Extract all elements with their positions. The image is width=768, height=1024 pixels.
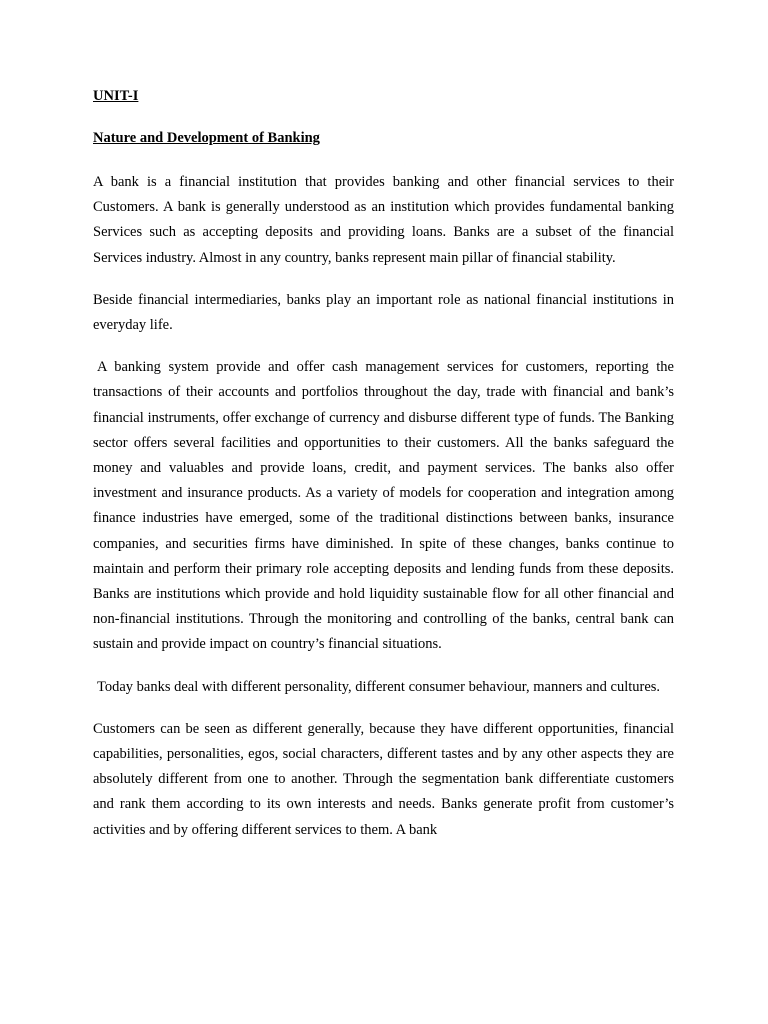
section-heading: Nature and Development of Banking xyxy=(93,130,320,146)
unit-heading: UNIT-I xyxy=(93,88,139,104)
paragraph-customers: Customers can be seen as different generally, because they have different opportunities, financial capabilities, personalities, egos, social characters, different tastes and by any other aspects they are absolutely different from one to another. Through the segmentation bank differentiate customers and rank them according to its own interests and needs. Banks generate profit from customer’s activities and by offering different services to them. A bank xyxy=(93,720,674,838)
paragraph-today-banks: Today banks deal with different personality, different consumer behaviour, manners and cultures. xyxy=(97,678,661,695)
paragraph-bank-definition: A bank is a financial institution that provides banking and other financial services to their Customers. A bank is generally understood as an institution which provides fundamental banking Services such as accepting deposits and providing loans. Banks are a subset of the financial Services industry. Almost in any country, banks represent main pillar of financial stability. xyxy=(93,174,674,266)
paragraph-intermediaries: Beside financial intermediaries, banks play an important role as national financial institutions in everyday life. xyxy=(93,291,674,334)
paragraph-banking-system: A banking system provide and offer cash management services for customers, reporting the transactions of their accounts and portfolios throughout the day, trade with financial and bank’s financial instruments, offer exchange of currency and disburse different type of funds. The Banking sector offers several facilities and opportunities to their customers. All the banks safeguard the money and valuables and provide loans, credit, and payment services. The banks also offer investment and insurance products. As a variety of models for cooperation and integration among finance industries have emerged, some of the traditional distinctions between banks, insurance companies, and securities firms have diminished. In spite of these changes, banks continue to maintain and perform their primary role accepting deposits and lending funds from these deposits. Banks are institutions which provide and hold liquidity sustainable flow for all other financial and non-financial institutions. Through the monitoring and controlling of the banks, central bank can sustain and provide impact on country’s financial situations. xyxy=(93,359,674,653)
document-page xyxy=(93,86,674,843)
